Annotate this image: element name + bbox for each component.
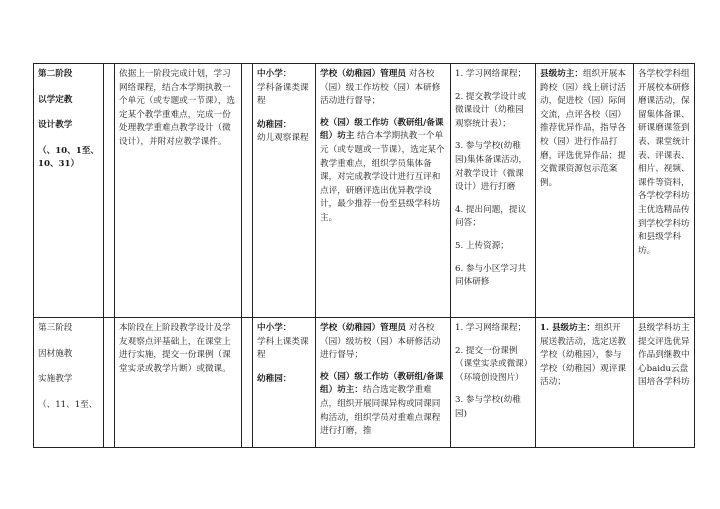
org-entry [320, 68, 446, 109]
org-duty: 对各校（园）级坊校（园）本研修活动进行督导； [320, 323, 441, 361]
spacer-cell [104, 318, 115, 448]
stage-cell [34, 318, 104, 448]
tasks-cell [451, 318, 536, 448]
spacer-cell [242, 318, 253, 448]
content-text: 依据上一阶段完成计划，学习网络课程，结合本学期执教一个单元（或专题或一节课），选定某个教学重难点，完成一份处理教学重难点教学设计（微设计），并附对应教学课件。 [119, 69, 236, 147]
audience-label: 中小学： [257, 323, 292, 333]
org-role: 学校（幼稚园）管理员 [320, 323, 406, 333]
task-item: 4. 提出问题，提议问答； [455, 204, 527, 229]
task-item: 6. 参与小区学习共同体研修 [455, 263, 527, 288]
tasks-cell [451, 64, 536, 318]
training-plan-table [33, 63, 695, 448]
audience-text: 学科备课类课程 [257, 82, 309, 107]
org-duty: 结合选定教学重难点，组织开展同课异构或同课同构活动，组织学员对重难点课程进行打磨，推 [320, 385, 441, 437]
content-cell [115, 64, 242, 318]
county-cell [536, 318, 634, 448]
table-row [34, 64, 695, 318]
audience-label: 幼稚园： [257, 373, 292, 384]
stage-name-2: 设计教学 [38, 120, 73, 131]
audience-cell [253, 64, 316, 318]
org-duty: 结合本学期执教一个单元（或专题或一节课），选定某个教学重难点，组织学员集体备课，对完成教学设计进行互评和点评，研磨评选出优异教学设计，最少推荐一份至县级学科坊主。 [320, 131, 445, 223]
organization-cell [316, 318, 451, 448]
org-role: 校（园）级工作坊（教研组/备课组）坊主 [320, 117, 444, 142]
stage-date: （、11、1至、 [38, 399, 98, 410]
output-text: 县级学科坊主提交评选优异作品到继教中心baidu云盘国培各学科坊 [638, 323, 690, 388]
organization-cell [316, 64, 451, 318]
county-label: 1. 县级坊主： [540, 323, 595, 333]
county-text: 组织开展本跨校（园）线上研讨活动，促进校（园）际间交流，点评各校（园）推荐优异作品，指导各校（园）进行作品打磨，评选优异作品；提交微课资源包示范案例。 [540, 69, 626, 188]
stage-name-2: 实施教学 [38, 374, 73, 385]
county-text: 组织开展送教活动，选定送教学校（幼稚园），参与学校（幼稚园）观评课活动； [540, 323, 626, 388]
task-item: 3. 参与学校(幼稚园)集体备课活动，对教学设计（微课设计）进行打磨 [455, 141, 528, 193]
org-entry [320, 322, 446, 363]
county-cell [536, 64, 634, 318]
org-role: 校（园）级工作坊（教研组/备课组）坊主： [320, 371, 444, 396]
stage-name: 以学定教 [38, 94, 73, 105]
county-label: 县级坊主： [540, 69, 583, 79]
task-item: 2. 提交教学设计或微课设计（幼稚园观察统计表）； [455, 91, 527, 129]
output-text: 各学校学科组开展校本研修磨课活动，保留集体备课、研课磨课签到表、课堂统计表、评课表、相片、视频、课件等资料，各学校学科坊主优选精品传到学校学科坊和县级学科坊。 [638, 69, 690, 256]
audience-text: 学科上课类课程 [257, 336, 309, 361]
content-text: 本阶段在上阶段教学设计及学友观察点评基础上，在课堂上进行实施，提交一份课例（课堂实录或教学片断）或微课。 [119, 323, 231, 374]
stage-title: 第三阶段 [38, 323, 73, 333]
output-cell [634, 64, 695, 318]
org-entry [320, 117, 446, 226]
stage-cell [34, 64, 104, 318]
task-item: 1. 学习网络课程； [455, 323, 527, 333]
spacer-cell [104, 64, 115, 318]
audience-cell [253, 318, 316, 448]
content-cell [115, 318, 242, 448]
audience-text: 幼儿观察课程 [257, 133, 309, 144]
task-item: 5. 上传资源； [455, 240, 509, 251]
stage-name: 因材施教 [38, 348, 73, 359]
output-cell [634, 318, 695, 448]
task-item: 3. 参与学校(幼稚园) [455, 395, 521, 419]
audience-label: 幼稚园： [257, 119, 292, 130]
spacer-cell [242, 64, 253, 318]
org-duty: 对各校（园）级工作坊校（园）本研修活动进行督导； [320, 69, 441, 107]
org-role: 学校（幼稚园）管理员 [320, 69, 406, 79]
audience-label: 中小学： [257, 69, 292, 79]
table-row [34, 318, 695, 448]
stage-date: （、10、1至、10、31） [38, 145, 99, 170]
task-item: 1. 学习网络课程； [455, 69, 527, 79]
task-item: 2. 提交一份课例（课堂实录或微课）（环境创设图片） [455, 345, 529, 383]
org-entry [320, 371, 446, 439]
stage-title: 第二阶段 [38, 69, 73, 79]
